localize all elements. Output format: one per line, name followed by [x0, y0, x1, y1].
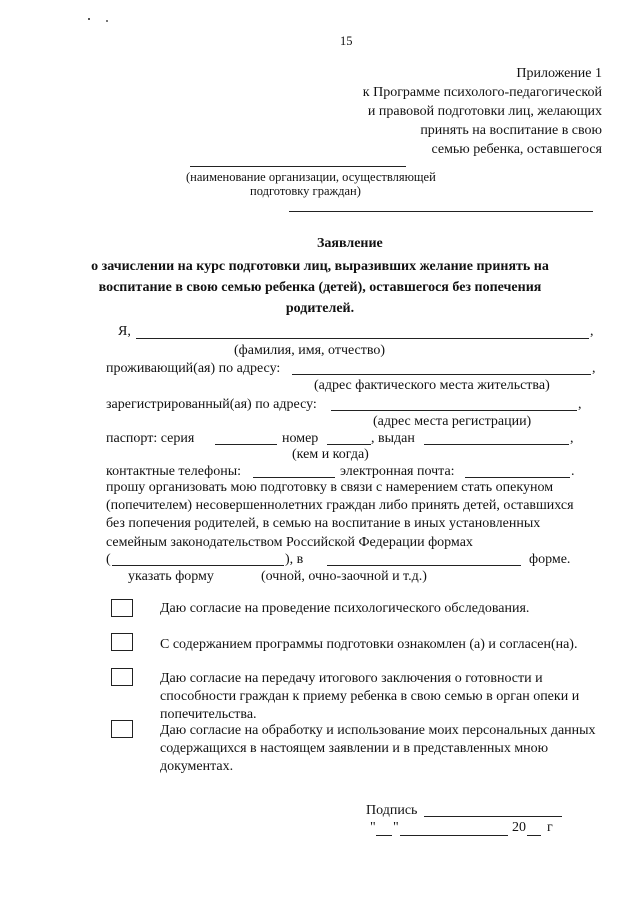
signature-line[interactable]: [424, 816, 562, 817]
form-open-paren: (: [106, 552, 111, 567]
request-line: без попечения родителей, в семью на воспитание в иных установленных: [106, 516, 541, 532]
passport-number-label: номер: [282, 431, 319, 446]
consent-checkbox-psych[interactable]: [111, 599, 133, 617]
passport-number-line[interactable]: [327, 444, 371, 445]
consent-text-psych: Даю согласие на проведение психологического обследования.: [160, 601, 530, 616]
consent-text-program: С содержанием программы подготовки ознакомлен (а) и согласен(на).: [160, 637, 578, 652]
registered-comma: ,: [578, 397, 582, 412]
passport-issued-line[interactable]: [424, 444, 569, 445]
date-day-line[interactable]: [376, 835, 392, 836]
consent-line: Даю согласие на передачу итогового заключения о готовности и: [160, 671, 543, 686]
registered-address-line[interactable]: [331, 410, 577, 411]
subtitle-line: о зачислении на курс подготовки лиц, выразивших желание принять на: [91, 259, 549, 274]
appendix-line: семью ребенка, оставшегося: [431, 142, 602, 157]
email-label: электронная почта:: [340, 464, 455, 479]
i-label: Я,: [118, 324, 131, 339]
consent-line: попечительства.: [160, 707, 257, 723]
fio-caption: (фамилия, имя, отчество): [234, 343, 386, 358]
appendix-line: Приложение 1: [516, 66, 602, 81]
request-paragraph: [106, 479, 574, 552]
consent-text-personal-data: [160, 722, 596, 777]
subtitle-line: воспитание в свою семью ребенка (детей), оставшегося без попечения: [98, 280, 542, 295]
date-year-prefix: 20: [512, 820, 526, 835]
appendix-block: [363, 64, 602, 159]
form-variant-line[interactable]: [327, 565, 521, 566]
scan-mark: [106, 20, 108, 22]
signature-label: Подпись: [366, 803, 418, 818]
date-quote-close: ": [393, 820, 399, 835]
scan-mark: [88, 18, 90, 20]
fio-input-line[interactable]: [136, 338, 589, 339]
document-title: Заявление: [317, 236, 383, 251]
date-month-line[interactable]: [400, 835, 508, 836]
subtitle-line: родителей.: [285, 301, 355, 316]
organization-name-line[interactable]: [190, 166, 406, 167]
consent-line: Даю согласие на обработку и использование моих персональных данных: [160, 723, 596, 738]
registered-caption: (адрес места регистрации): [373, 414, 532, 429]
appendix-line: к Программе психолого-педагогической: [362, 85, 602, 100]
passport-issued-label: , выдан: [371, 431, 415, 446]
residing-label: проживающий(ая) по адресу:: [106, 361, 281, 376]
appendix-line: принять на воспитание в свою: [420, 123, 602, 138]
date-year-line[interactable]: [527, 835, 541, 836]
organization-caption: (наименование организации, осуществляющей: [186, 170, 436, 184]
phones-label: контактные телефоны:: [106, 464, 241, 479]
form-word: форме.: [529, 552, 571, 567]
document-subtitle: [60, 256, 580, 319]
passport-comma: ,: [570, 431, 574, 446]
request-line: семейным законодательством Российской Федерации формах: [106, 534, 473, 550]
consent-checkbox-program[interactable]: [111, 633, 133, 651]
phones-line[interactable]: [253, 477, 335, 478]
residing-address-line[interactable]: [292, 374, 591, 375]
passport-issued-caption: (кем и когда): [292, 447, 369, 462]
registered-label: зарегистрированный(ая) по адресу:: [106, 397, 317, 412]
applicant-name-top-line[interactable]: [289, 211, 593, 212]
request-line: (попечителем) несовершеннолетних граждан либо принять детей, оставшихся: [106, 498, 574, 514]
consent-line: содержащихся в настоящем заявлении и в представленных мною: [160, 741, 549, 757]
fio-comma: ,: [590, 324, 594, 339]
consent-checkbox-personal-data[interactable]: [111, 720, 133, 738]
form-caption-right: (очной, очно-заочной и т.д.): [261, 569, 427, 584]
consent-line: документах.: [160, 759, 234, 775]
form-close-paren: ), в: [285, 552, 304, 567]
residing-comma: ,: [592, 361, 596, 376]
organization-caption: подготовку граждан): [250, 184, 361, 198]
appendix-line: и правовой подготовки лиц, желающих: [367, 104, 602, 119]
consent-text-transfer: [160, 670, 579, 725]
form-type-line[interactable]: [112, 565, 284, 566]
email-line[interactable]: [465, 477, 570, 478]
form-caption-left: указать форму: [128, 569, 214, 584]
request-line: прошу организовать мою подготовку в связи с намерением стать опекуном: [106, 480, 554, 495]
consent-line: способности граждан к приему ребенка в свою семью в орган опеки и: [160, 689, 580, 705]
consent-checkbox-transfer[interactable]: [111, 668, 133, 686]
date-year-suffix: г: [547, 820, 553, 835]
email-period: .: [571, 464, 575, 479]
date-quote-open: ": [370, 820, 376, 835]
passport-series-line[interactable]: [215, 444, 277, 445]
passport-series-label: паспорт: серия: [106, 431, 195, 446]
page-number: 15: [340, 34, 353, 48]
residing-caption: (адрес фактического места жительства): [314, 378, 550, 393]
